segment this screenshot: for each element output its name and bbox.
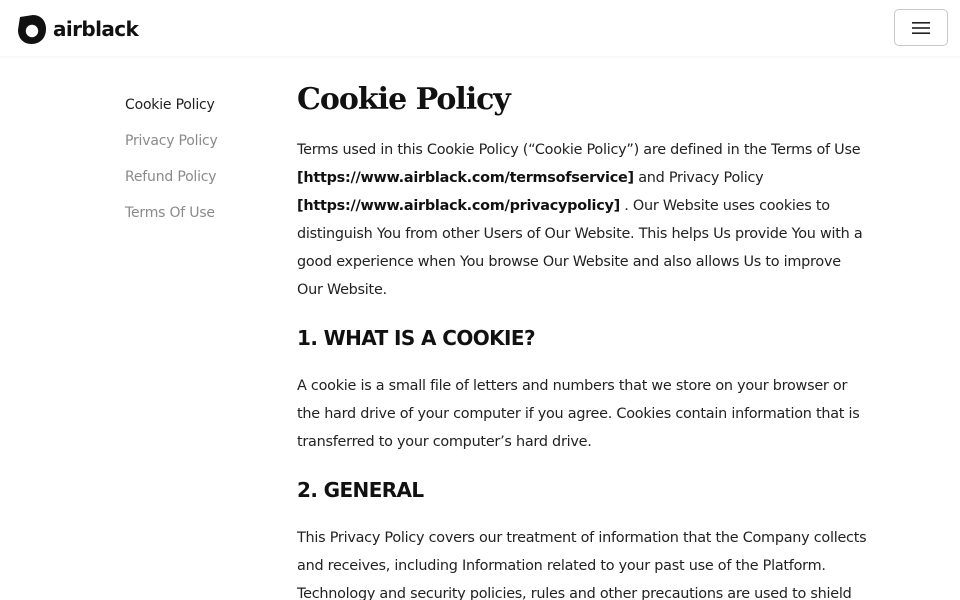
policy-sidebar — [125, 95, 275, 239]
sidebar-item-privacy-policy[interactable]: Privacy Policy — [125, 133, 218, 149]
terms-of-service-link[interactable]: [https://www.airblack.com/termsofservice] — [297, 170, 634, 186]
page-title: Cookie Policy — [297, 82, 510, 117]
section-heading-what-is-a-cookie: 1. WHAT IS A COOKIE? — [297, 326, 535, 350]
section-body-general: This Privacy Policy covers our treatment of information that the Company collects and receives, including Information related to your past use of the Platform. Technology and security policies, rules and other precautions are used to shield — [297, 530, 867, 600]
policy-content — [297, 78, 867, 600]
brand-wordmark: airblack — [53, 17, 139, 41]
section-heading-general: 2. GENERAL — [297, 478, 424, 502]
sidebar-item-cookie-policy[interactable]: Cookie Policy — [125, 97, 215, 113]
hamburger-menu-button[interactable] — [894, 9, 948, 46]
section-body-what-is-a-cookie: A cookie is a small file of letters and numbers that we store on your browser or the hard drive of your computer if you agree. Cookies contain information that is transferred to your computer’s hard drive. — [297, 378, 860, 450]
intro-paragraph — [297, 136, 867, 304]
sidebar-item-terms-of-use[interactable]: Terms Of Use — [125, 205, 215, 221]
sidebar-item-refund-policy[interactable]: Refund Policy — [125, 169, 217, 185]
privacy-policy-link[interactable]: [https://www.airblack.com/privacypolicy] — [297, 198, 620, 214]
intro-text-2: and Privacy Policy — [633, 170, 764, 186]
hamburger-menu-icon — [912, 21, 930, 35]
top-navbar — [0, 0, 960, 56]
intro-text-1: Terms used in this Cookie Policy (“Cookie Policy”) are defined in the Terms of Use — [297, 142, 861, 158]
brand-logo-link[interactable] — [16, 12, 138, 46]
intro-text-3: . Our Website uses cookies to distinguish You from other Users of Our Website. This helps Us provide You with a good experience when You browse Our Website and also allows Us to improve Our Website. — [297, 198, 863, 298]
airblack-logo-icon — [16, 13, 47, 45]
